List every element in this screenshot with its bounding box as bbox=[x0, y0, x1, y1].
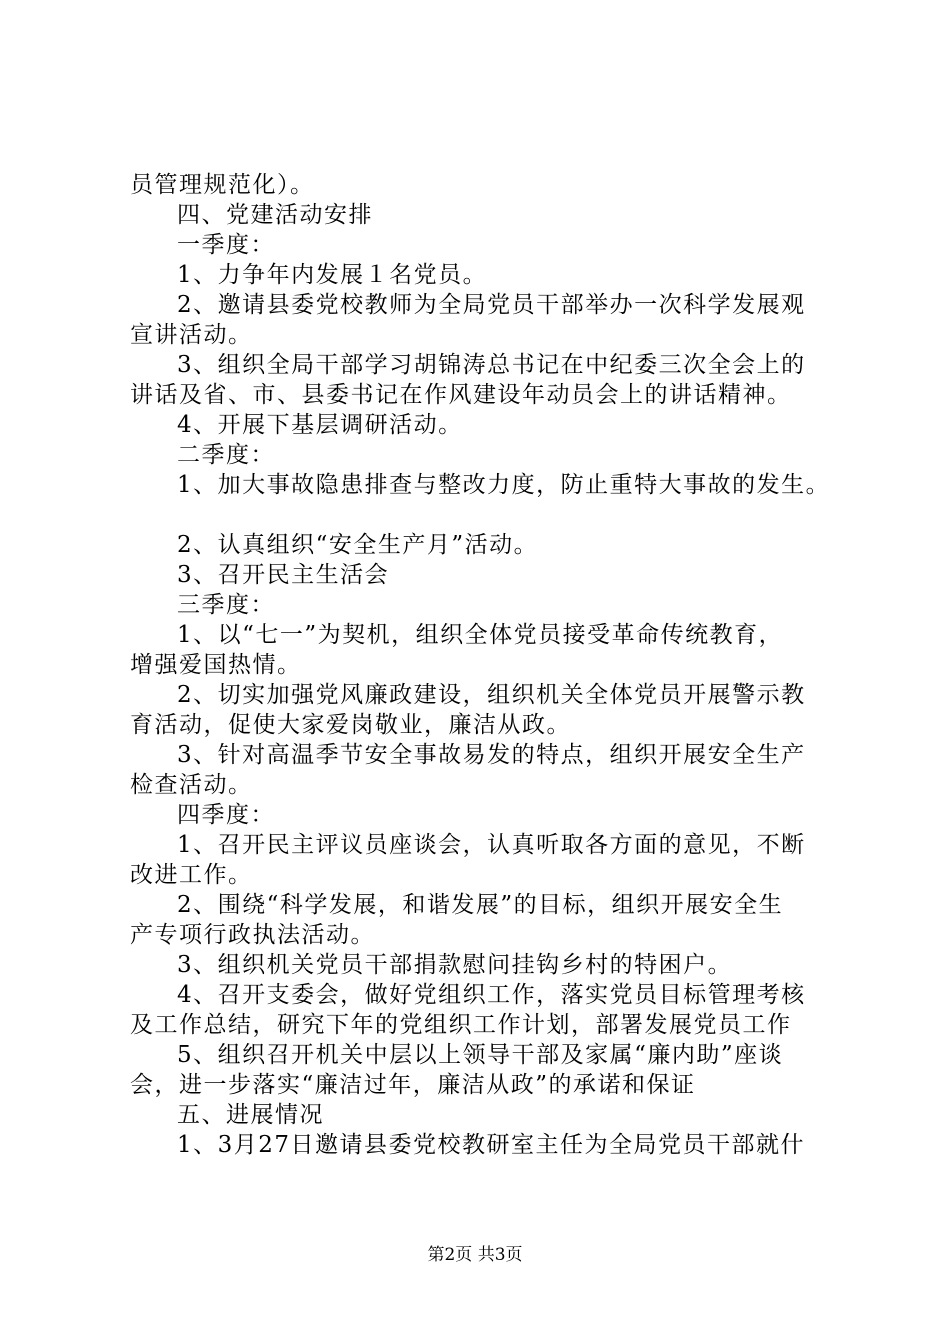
text-line: 三季度： bbox=[177, 592, 275, 618]
text-line: 五、进展情况 bbox=[177, 1102, 324, 1128]
text-line: 宣讲活动。 bbox=[130, 322, 253, 348]
text-line: 及工作总结，研究下年的党组织工作计划，部署发展党员工作 bbox=[130, 1012, 792, 1038]
text-line: 产专项行政执法活动。 bbox=[130, 922, 375, 948]
text-line: 员管理规范化）。 bbox=[130, 172, 315, 198]
text-line: 3、针对高温季节安全事故易发的特点，组织开展安全生产 bbox=[177, 742, 806, 768]
text-line: 二季度： bbox=[177, 442, 275, 468]
text-line: 四、党建活动安排 bbox=[177, 202, 373, 228]
text-line: 4、召开支委会，做好党组织工作，落实党员目标管理考核 bbox=[177, 982, 806, 1008]
text-line: 3、召开民主生活会 bbox=[177, 562, 390, 588]
text-line: 四季度： bbox=[177, 802, 275, 828]
text-line: 3、组织全局干部学习胡锦涛总书记在中纪委三次全会上的 bbox=[177, 352, 806, 378]
text-line: 增强爱国热情。 bbox=[130, 652, 302, 678]
page-footer: 第2页 共3页 bbox=[427, 1245, 523, 1265]
text-line: 1、加大事故隐患排查与整改力度，防止重特大事故的发生。 bbox=[177, 472, 831, 498]
text-line: 育活动，促使大家爱岗敬业，廉洁从政。 bbox=[130, 712, 571, 738]
text-line: 2、邀请县委党校教师为全局党员干部举办一次科学发展观 bbox=[177, 292, 806, 318]
blank-line bbox=[130, 500, 850, 530]
text-line: 1、3月27日邀请县委党校教研室主任为全局党员干部就什 bbox=[177, 1132, 806, 1158]
text-line: 4、开展下基层调研活动。 bbox=[177, 412, 463, 438]
text-line: 5、组织召开机关中层以上领导干部及家属“廉内助”座谈 bbox=[177, 1042, 784, 1068]
text-line: 会，进一步落实“廉洁过年，廉洁从政”的承诺和保证 bbox=[130, 1072, 696, 1098]
text-line: 2、认真组织“安全生产月”活动。 bbox=[177, 532, 539, 558]
text-line: 2、切实加强党风廉政建设，组织机关全体党员开展警示教 bbox=[177, 682, 806, 708]
text-line: 一季度： bbox=[177, 232, 275, 258]
text-line: 3、组织机关党员干部捐款慰问挂钩乡村的特困户。 bbox=[177, 952, 733, 978]
text-line: 1、以“七一”为契机，组织全体党员接受革命传统教育， bbox=[177, 622, 784, 648]
text-line: 讲话及省、市、县委书记在作风建设年动员会上的讲话精神。 bbox=[130, 382, 792, 408]
text-line: 2、围绕“科学发展，和谐发展”的目标，组织开展安全生 bbox=[177, 892, 784, 918]
text-line: 改进工作。 bbox=[130, 862, 253, 888]
text-line: 1、召开民主评议员座谈会，认真听取各方面的意见，不断 bbox=[177, 832, 806, 858]
document-body bbox=[130, 170, 850, 1160]
text-line: 1、力争年内发展１名党员。 bbox=[177, 262, 488, 288]
text-line: 检查活动。 bbox=[130, 772, 253, 798]
